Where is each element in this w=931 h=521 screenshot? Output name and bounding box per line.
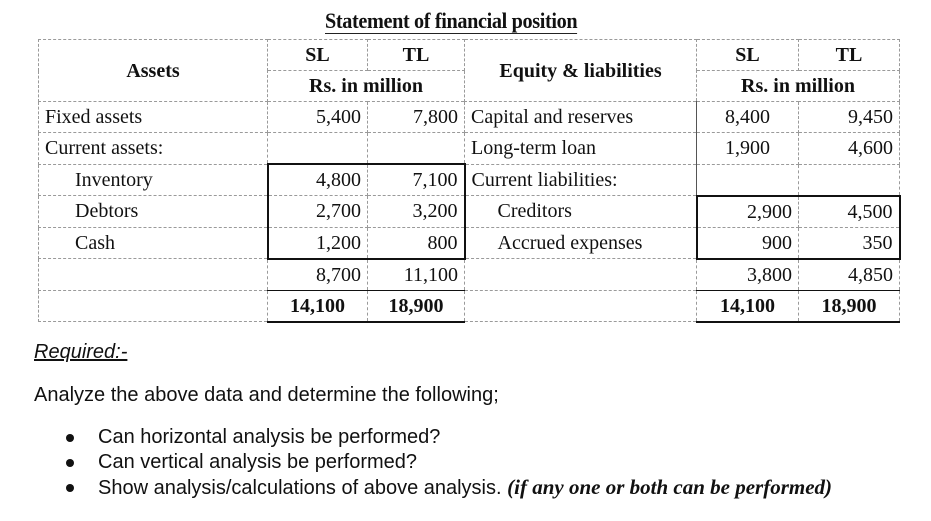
current-liabilities-subtotal-sl: 3,800 bbox=[697, 259, 799, 291]
inventory-tl: 7,100 bbox=[368, 164, 465, 196]
inventory-sl: 4,800 bbox=[268, 164, 368, 196]
long-term-loan-label: Long-term loan bbox=[465, 133, 697, 165]
current-assets-label: Current assets: bbox=[39, 133, 268, 165]
table-row bbox=[39, 102, 900, 133]
statement-title: Statement of financial position bbox=[325, 8, 578, 33]
units-right: Rs. in million bbox=[697, 71, 900, 102]
fixed-assets-tl: 7,800 bbox=[368, 102, 465, 133]
inventory-label: Inventory bbox=[39, 164, 268, 196]
empty-cell bbox=[368, 133, 465, 165]
list-item bbox=[58, 450, 832, 475]
question-show-analysis: Show analysis/calculations of above analysis. bbox=[98, 477, 508, 499]
tl-header-left: TL bbox=[368, 40, 465, 71]
header-row-1 bbox=[39, 40, 900, 71]
current-assets-subtotal-sl: 8,700 bbox=[268, 259, 368, 291]
cash-sl: 1,200 bbox=[268, 227, 368, 259]
total-assets-sl: 14,100 bbox=[268, 290, 368, 322]
bullet-icon bbox=[66, 459, 74, 467]
debtors-sl: 2,700 bbox=[268, 196, 368, 228]
assets-header: Assets bbox=[39, 40, 268, 102]
total-assets-tl: 18,900 bbox=[368, 290, 465, 322]
question-list bbox=[58, 425, 832, 500]
empty-cell bbox=[39, 290, 268, 322]
empty-cell bbox=[268, 133, 368, 165]
capital-reserves-tl: 9,450 bbox=[799, 102, 900, 133]
current-liabilities-label: Current liabilities: bbox=[465, 164, 697, 196]
current-liabilities-subtotal-tl: 4,850 bbox=[799, 259, 900, 291]
empty-cell bbox=[799, 164, 900, 196]
accrued-expenses-label: Accrued expenses bbox=[465, 227, 697, 259]
sl-header-left: SL bbox=[268, 40, 368, 71]
fixed-assets-label: Fixed assets bbox=[39, 102, 268, 133]
question-condition: (if any one or both can be performed) bbox=[507, 475, 833, 499]
creditors-label: Creditors bbox=[465, 196, 697, 228]
question-vertical: Can vertical analysis be performed? bbox=[98, 451, 418, 473]
cash-tl: 800 bbox=[368, 227, 465, 259]
bullet-icon bbox=[66, 484, 74, 492]
table-row bbox=[39, 196, 900, 228]
empty-cell bbox=[39, 259, 268, 291]
long-term-loan-sl: 1,900 bbox=[697, 133, 799, 165]
table-row bbox=[39, 133, 900, 165]
accrued-expenses-sl: 900 bbox=[697, 227, 799, 259]
current-assets-subtotal-tl: 11,100 bbox=[368, 259, 465, 291]
empty-cell bbox=[465, 290, 697, 322]
bullet-icon bbox=[66, 434, 74, 442]
units-left: Rs. in million bbox=[268, 71, 465, 102]
list-item bbox=[58, 425, 832, 450]
table-row bbox=[39, 164, 900, 196]
cash-label: Cash bbox=[39, 227, 268, 259]
creditors-sl: 2,900 bbox=[697, 196, 799, 228]
debtors-tl: 3,200 bbox=[368, 196, 465, 228]
list-item bbox=[58, 475, 832, 500]
subtotal-row bbox=[39, 259, 900, 291]
total-row bbox=[39, 290, 900, 322]
long-term-loan-tl: 4,600 bbox=[799, 133, 900, 165]
tl-header-right: TL bbox=[799, 40, 900, 71]
total-equity-liabilities-sl: 14,100 bbox=[697, 290, 799, 322]
creditors-tl: 4,500 bbox=[799, 196, 900, 228]
total-equity-liabilities-tl: 18,900 bbox=[799, 290, 900, 322]
accrued-expenses-tl: 350 bbox=[799, 227, 900, 259]
question-horizontal: Can horizontal analysis be performed? bbox=[98, 426, 441, 448]
required-heading: Required:- bbox=[34, 341, 128, 363]
equity-header: Equity & liabilities bbox=[465, 40, 697, 102]
capital-reserves-sl: 8,400 bbox=[697, 102, 799, 133]
empty-cell bbox=[465, 259, 697, 291]
table-row bbox=[39, 227, 900, 259]
fixed-assets-sl: 5,400 bbox=[268, 102, 368, 133]
capital-reserves-label: Capital and reserves bbox=[465, 102, 697, 133]
empty-cell bbox=[697, 164, 799, 196]
debtors-label: Debtors bbox=[39, 196, 268, 228]
instructions-text: Analyze the above data and determine the following; bbox=[34, 384, 499, 406]
financial-position-table bbox=[38, 39, 901, 323]
sl-header-right: SL bbox=[697, 40, 799, 71]
